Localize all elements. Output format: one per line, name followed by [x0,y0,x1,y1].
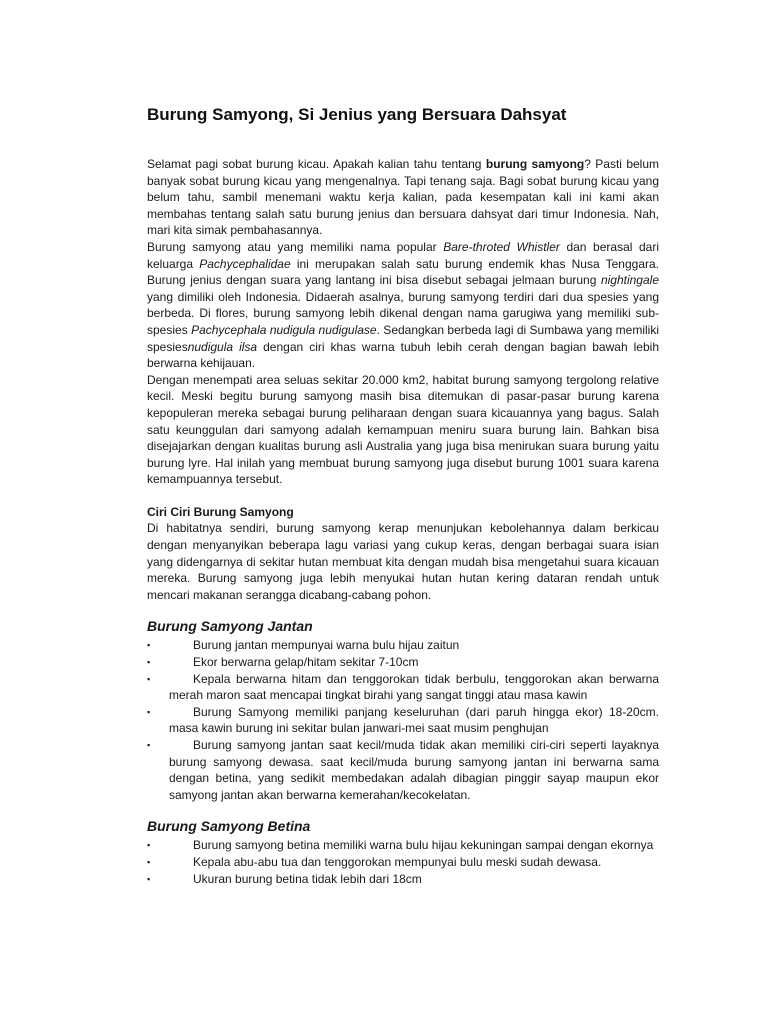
text-run: . Sedangkan berbeda lagi di Sumbawa yang memiliki spesies [147,322,659,354]
jantan-heading: Burung Samyong Jantan [147,618,313,635]
bullet-icon: ▪ [147,706,151,717]
list-item [147,654,659,671]
bullet-icon: ▪ [147,856,151,867]
list-item-text: Kepala abu-abu tua dan tenggorokan mempunyai bulu meski sudah dewasa. [193,854,602,869]
list-item [147,671,659,704]
italic-term: nightingale [600,273,659,288]
text-run: Selamat pagi sobat burung kicau. Apakah kalian tahu tentang [147,157,486,171]
text-run: dengan ciri khas warna tubuh lebih cerah dengan bagian bawah lebih berwarna kehijauan. [147,339,659,371]
text-run: Burung samyong atau yang memiliki nama popular [147,239,444,254]
text-run: ini merupakan salah satu burung endemik khas Nusa Tenggara. Burung jenius dengan suara yang lantang ini bisa disebut sebagai jelmaan burung [147,256,660,288]
text-run: yang dimiliki oleh Indonesia. Didaerah asalnya, burung samyong terdiri dari dua spesies yang berbeda. Di flores, burung samyong lebih dikenal dengan nama garugiwa yang memiliki sub-spesies [147,289,659,337]
bullet-icon: ▪ [147,873,151,884]
document-title: Burung Samyong, Si Jenius yang Bersuara Dahsyat [147,105,567,124]
betina-list [147,837,659,887]
list-item-text: Burung jantan mempunyai warna bulu hijau zaitun [193,638,460,653]
spacer [147,488,659,504]
list-item [147,637,659,654]
bullet-icon: ▪ [147,840,151,851]
list-item-text: Ekor berwarna gelap/hitam sekitar 7-10cm [193,655,419,670]
bullet-icon: ▪ [147,740,151,750]
list-item [147,871,659,888]
ciri-heading: Ciri Ciri Burung Samyong [147,504,294,519]
text-run: dan berasal dari keluarga [147,239,659,271]
intro-paragraph-1 [147,156,659,239]
list-item [147,704,659,737]
list-item-text: Burung Samyong memiliki panjang keseluruhan (dari paruh hingga ekor) 18-20cm. masa kawin burung ini sekitar bulan janwari-mei saat musim penghujan [169,704,659,736]
list-item [147,737,659,803]
bullet-icon: ▪ [147,657,151,668]
list-item [147,837,659,854]
italic-term: nudigula ilsa [187,339,258,354]
document-page [147,104,659,887]
bullet-icon: ▪ [147,673,151,684]
ciri-paragraph: Di habitatnya sendiri, burung samyong kerap menunjukan kebolehannya dalam berkicau dengan menyanyikan beberapa lagu variasi yang cukup keras, dengan berbagai suara isian yang didengarnya di sekitar hutan membuat kita dengan mudah bisa mengetahui suara kicauan mereka. Burung samyong juga lebih menyukai hutan hutan kering dataran rendah untuk mencari makanan serangga dicabang-cabang pohon. [147,521,659,602]
text-run: ? Pasti belum banyak sobat burung kicau yang mengenalnya. Tapi tenang saja. Bagi sobat burung kicau yang belum tahu, sambil menemani waktu kerja kalian, pada kesempatan kali ini kami akan membahas tentang salah satu burung jenius dan bersuara dahsyat dari timur Indonesia. Nah, mari kita simak pembahasannya. [147,157,659,238]
list-item-text: Burung samyong jantan saat kecil/muda tidak akan memiliki ciri-ciri seperti layaknya burung samyong dewasa. saat kecil/muda burung samyong jantan ini berwarna sama dengan betina, yang sedikit membedakan adalah dibagian pinggir sayap maupun ekor samyong jantan akan berwarna kemerahan/kecokelatan. [169,738,659,802]
bold-term: burung samyong [485,157,585,171]
list-item-text: Ukuran burung betina tidak lebih dari 18cm [193,871,422,886]
betina-heading: Burung Samyong Betina [147,818,311,835]
intro-paragraph-3: Dengan menempati area seluas sekitar 20.000 km2, habitat burung samyong tergolong relative kecil. Meski begitu burung samyong masih bisa ditemukan di pasar-pasar burung karena kepopuleran mereka sebagai burung peliharaan dengan suara kicauannya yang bagus. Salah satu keunggulan dari samyong adalah kemampuan meniru suara burung lain. Bahkan bisa disejajarkan dengan kualitas burung asli Australia yang juga bisa menirukan suara burung yaitu burung lyre. Hal inilah yang membuat burung samyong juga disebut burung 1001 suara karena kemampuannya tersebut. [147,372,659,487]
list-item-text: Kepala berwarna hitam dan tenggorokan tidak berbulu, tenggorokan akan berwarna merah maron saat mencapai tingkat birahi yang sangat tinggi atau masa kawin [169,671,659,703]
intro-paragraph-2 [147,239,659,372]
bullet-icon: ▪ [147,640,151,651]
italic-term: Pachycephalidae [199,256,291,271]
list-item [147,854,659,871]
italic-term: Pachycephala nudigula nudigulase [191,322,377,337]
list-item-text: Burung samyong betina memiliki warna bulu hijau kekuningan sampai dengan ekornya [193,838,654,853]
jantan-list [147,637,659,803]
italic-term: Bare-throted Whistler [443,239,560,254]
